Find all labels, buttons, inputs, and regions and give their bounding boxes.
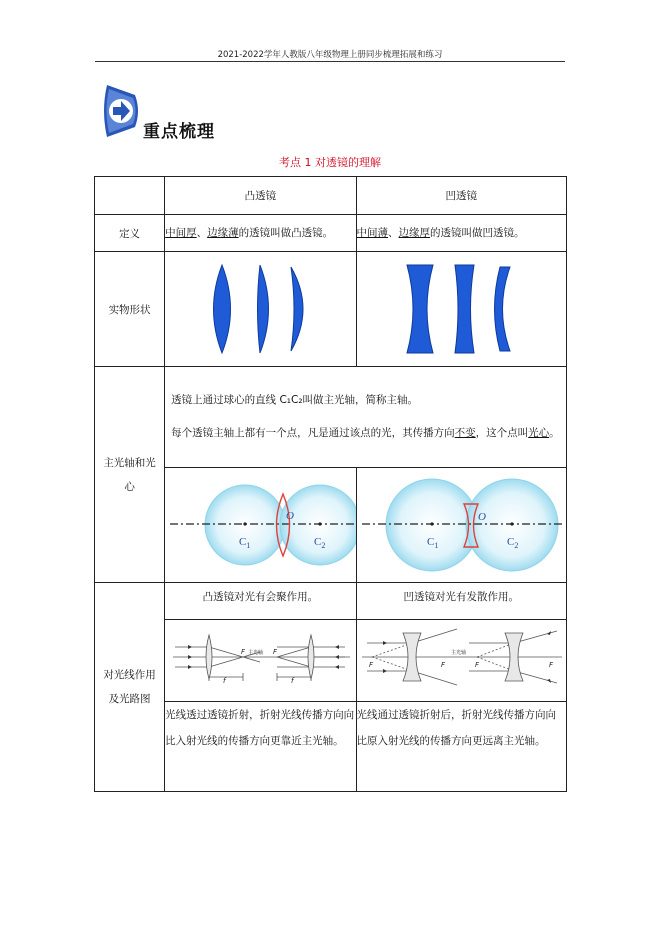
concave-def-part2: 边缘厚 xyxy=(398,227,431,239)
concave-shapes-cell xyxy=(356,252,566,367)
header-rule xyxy=(95,61,565,62)
label-o: O xyxy=(477,510,486,523)
col-convex: 凸透镜 xyxy=(165,177,356,215)
axis-label xyxy=(95,367,165,583)
convex-ray-diagram-cell xyxy=(165,620,356,702)
convex-axis-diagram xyxy=(165,469,356,582)
axis-description xyxy=(165,367,567,468)
table-row xyxy=(95,367,567,468)
table-row xyxy=(95,215,567,252)
convex-axis-diagram-cell xyxy=(165,468,356,583)
concave-ray-diagram-cell xyxy=(356,620,566,702)
table-row xyxy=(95,468,567,583)
concave-effect: 凹透镜对光有发散作用。 xyxy=(356,583,566,620)
label-axis: 主光轴 xyxy=(450,649,466,656)
label-f-left: F xyxy=(241,647,246,656)
label-f-len-right: f xyxy=(291,676,294,685)
effect-label-line1: 对光线作用 xyxy=(103,669,156,681)
effect-label xyxy=(95,583,165,792)
concave-def-sep: 、 xyxy=(388,227,399,239)
label-f-mid2: F xyxy=(474,660,479,669)
label-axis: 主光轴 xyxy=(248,649,264,656)
col-concave: 凹透镜 xyxy=(356,177,566,215)
concave-def-part1: 中间薄 xyxy=(356,227,389,239)
concave-def-rest: 的透镜叫做凹透镜。 xyxy=(430,227,525,239)
convex-def-sep: 、 xyxy=(196,227,208,239)
axis-text2-middle: ，这个点叫 xyxy=(475,427,529,439)
empty-header-cell xyxy=(95,177,165,215)
concave-ray-diagram xyxy=(357,621,567,701)
concave-lenses-figure xyxy=(357,253,567,366)
axis-label-line1: 主光轴和光 xyxy=(103,456,156,469)
label-f-right: F xyxy=(548,660,553,669)
axis-text2 xyxy=(171,420,560,447)
arrow-right-badge-icon xyxy=(101,85,141,137)
concave-definition xyxy=(356,215,566,252)
axis-text2-before: 每个透镜主轴上都有一个点，凡是通过该点的光，其传播方向 xyxy=(171,427,455,439)
label-c2: $C_2$ xyxy=(314,535,326,550)
label-f-mid: F xyxy=(440,660,445,669)
label-c2: $C_2$ xyxy=(506,535,518,550)
lens-table xyxy=(94,176,567,792)
convex-effect: 凸透镜对光有会聚作用。 xyxy=(165,583,356,620)
label-c1: $C_1$ xyxy=(239,535,251,550)
concave-axis-diagram xyxy=(357,469,567,582)
table-row xyxy=(95,252,567,367)
label-f-right: F xyxy=(273,647,278,656)
table-row xyxy=(95,583,567,620)
effect-label-line2: 及光路图 xyxy=(108,693,151,705)
topic-title: 考点 1 对透镜的理解 xyxy=(279,156,381,169)
table-row xyxy=(95,620,567,702)
label-f-len-left: f xyxy=(223,676,226,685)
convex-refraction: 光线透过透镜折射，折射光线传播方向向比入射光线的传播方向更靠近主光轴。 xyxy=(165,702,356,792)
section-title: 重点梳理 xyxy=(143,122,215,142)
page-header: 2021-2022学年人教版八年级物理上册同步梳理拓展和练习 xyxy=(217,50,443,60)
shape-label: 实物形状 xyxy=(95,252,165,367)
table-row xyxy=(95,177,567,215)
axis-text1: 透镜上通过球心的直线 C₁C₂叫做主光轴，简称主轴。 xyxy=(171,394,419,406)
convex-def-part2: 边缘薄 xyxy=(207,227,239,239)
convex-definition xyxy=(165,215,356,252)
convex-shapes-cell xyxy=(165,252,356,367)
concave-refraction: 光线通过透镜折射后，折射光线传播方向向比原入射光线的传播方向更远离主光轴。 xyxy=(356,702,566,792)
table-row xyxy=(95,702,567,792)
axis-text2-oc: 光心 xyxy=(528,427,550,439)
axis-label-line2: 心 xyxy=(124,480,135,493)
axis-text2-end: 。 xyxy=(549,427,560,439)
convex-lenses-figure xyxy=(165,253,356,366)
axis-text2-unchanged: 不变 xyxy=(454,427,476,439)
convex-def-part1: 中间厚 xyxy=(165,227,197,239)
concave-axis-diagram-cell xyxy=(356,468,566,583)
convex-ray-diagram xyxy=(165,621,356,701)
convex-def-rest: 的透镜叫做凸透镜。 xyxy=(238,227,334,239)
label-o: O xyxy=(286,509,295,522)
label-f-left: F xyxy=(368,660,373,669)
label-c1: $C_1$ xyxy=(426,535,438,550)
def-label: 定义 xyxy=(95,215,165,252)
